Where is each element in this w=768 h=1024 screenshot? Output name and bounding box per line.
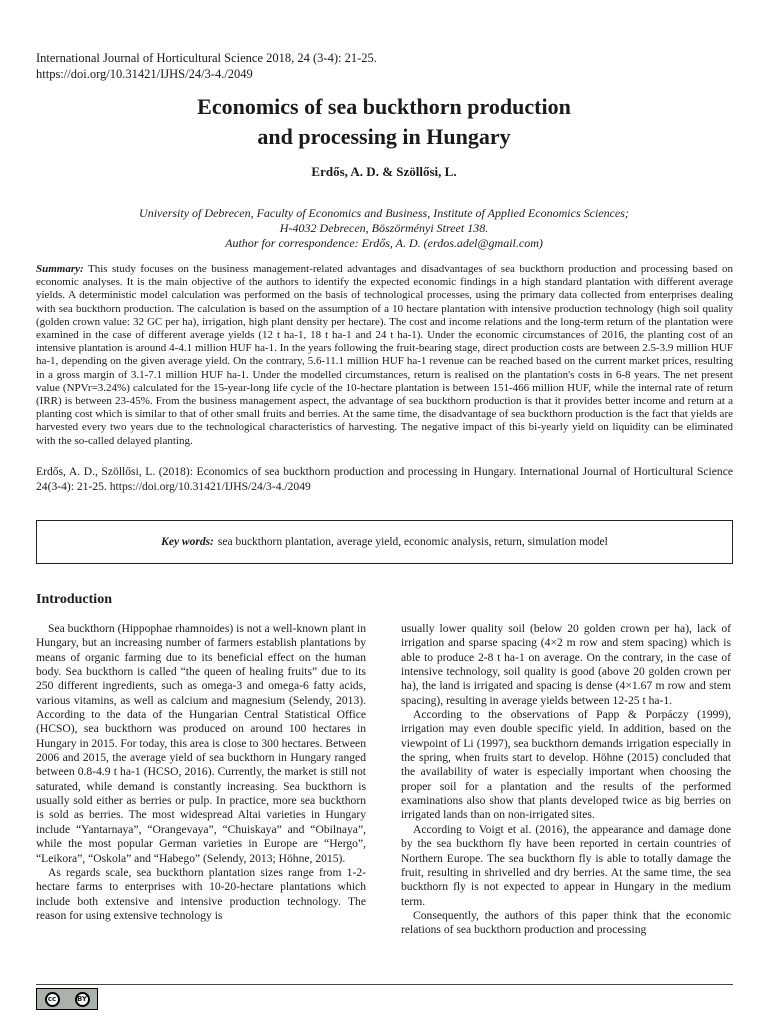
keywords-text: sea buckthorn plantation, average yield, economic analysis, return, simulation model [217, 536, 608, 548]
paper-title [0, 92, 768, 152]
journal-header [36, 50, 377, 82]
paragraph: As regards scale, sea buckthorn plantation sizes range from 1-2-hectare farms to enterprises with 10-20-hectare plantations which include both extensive and intensive production technology. The reason for using extensive technology is [36, 865, 366, 922]
keywords-label: Key words: [161, 536, 214, 548]
attribution-icon: BY [75, 992, 90, 1007]
keywords-box [36, 520, 733, 564]
body-column-left [36, 622, 366, 923]
paragraph: Consequently, the authors of this paper think that the economic relations of sea buckthorn production and processing [401, 908, 731, 937]
title-line-1: Economics of sea buckthorn production [197, 94, 571, 119]
journal-citation-line: International Journal of Horticultural Science 2018, 24 (3-4): 21-25. [36, 51, 377, 65]
footer-divider [36, 984, 733, 985]
paragraph: usually lower quality soil (below 20 golden crown per ha), lack of irrigation and sparse spacing (4×2 m row and stem spacing) which is able to produce 2-8 t ha-1 on average. On the contrary, in the case of intensive technology, soil quality is good (above 20 golden crown per ha), the land is irrigated and spacing is dense (4×1.67 m row and stem spacing), resulting in average yields between 12-25 t ha-1. [401, 622, 731, 707]
body-column-right [401, 622, 731, 938]
paragraph: Sea buckthorn (Hippophae rhamnoides) is not a well-known plant in Hungary, but an increasing number of farmers establish plantations by means of organic farming due to its beneficial effect on the human body. Sea buckthorn is called “the queen of healing fruits” due to its 250 different ingredients, such as omega-3 and omega-6 fatty acids, various vitamins, as well as calcium and magnesium (Selendy, 2013). According to the data of the Hungarian Central Statistical Office (HCSO), sea buckthorn was produced on around 100 hectares in Hungary in 2015. For today, this area is close to 300 hectares. Between 2006 and 2015, the average yield of sea buckthorn in Hungary ranged between 0.8-4.9 t ha-1 (HCSO, 2016). Currently, the market is still not saturated, while demand is constantly increasing. Sea buckthorn is usually sold either as berries or pulp. In practice, more sea buckthorn is sold as berries. The most widespread Altai varieties in Hungary include “Yantarnaya”, “Orangevaya”, “Chuiskaya” and “Obilnaya”, while the most popular German varieties in Europe are “Hergo”, “Leikora”, “Oskola” and “Habego” (Selendy, 2013; Höhne, 2015). [36, 622, 366, 865]
affiliation-line-2: H-4032 Debrecen, Böszörményi Street 138. [279, 221, 489, 235]
abstract-text: This study focuses on the business management-related advantages and disadvantages of sea buckthorn production and processing based on economic analyses. It is the main objective of the authors to identify the expected economic findings in a high standard plantation with different average yields. A deterministic model calculation was performed on the basis of technological processes, using the primary data collected from enterprises dealing with sea buckthorn production. The calculation is based on the assumption of a 10 hectare plantation with intensive production technology (high soil quality (golden crown value: 32 GC per ha), irrigation, high plant density per hectare). The cost and income relations and the long-term return of the plantation were examined in the case of different average yields (12 t ha-1, 18 t ha-1 and 24 t ha-1). Under the economic circumstances of 2016, the planting cost of an intensive plantation is around 4-4.1 million HUF ha-1. In the years following the fruit-bearing stage, direct production costs are between 2.5-3.9 million HUF ha-1, depending on the given average yield. On the contrary, 5.6-11.1 million HUF ha-1 revenue can be reached based on the current market prices, resulting in a gross margin of 3.1-7.1 million HUF ha-1. Under the modelled circumstances, return is realised on the plantation's costs in 6-8 years. The net present value (NPVr=3.24%) calculated for the 15-year-long life cycle of the 10-hectare plantation is between 151-466 million HUF, while the internal rate of return (IRR) is between 23-45%. From the business management aspect, the advantage of sea buckthorn production is that it provides better income and return at a planting cost which is similar to that of other small fruits and berries. At the same time, the disadvantage of sea buckthorn production is the fact that yields are harvested every two years due to the technological characteristics of harvesting. The negative impact of this bi-yearly yield on liquidity can be eliminated with the so-called delayed planting. [36, 263, 733, 447]
paragraph: According to the observations of Papp & Porpáczy (1999), irrigation may even double specific yield. In addition, based on the viewpoint of Li (1997), sea buckthorn demands irrigation especially in the spring, when fruits start to develop. Höhne (2015) concluded that the availability of water is especially important when choosing the proper soil for a plantation and the results of the performed examinations also show that plants developed twice as big berries on irrigated lands than on non-irrigated sites. [401, 708, 731, 822]
paragraph: According to Voigt et al. (2016), the appearance and damage done by the sea buckthorn fly have been reported in certain countries of Northern Europe. The sea buckthorn fly is able to totally damage the fruit, resulting in shrivelled and dry berries. At the same time, the sea buckthorn fly is not expected to appear in Hungary in the medium term. [401, 822, 731, 908]
author-list: Erdős, A. D. & Szöllősi, L. [311, 164, 457, 179]
abstract [36, 263, 733, 448]
affiliation-line-1: University of Debrecen, Faculty of Economics and Business, Institute of Applied Economics Sciences; [139, 206, 629, 220]
abstract-label: Summary: [36, 263, 84, 275]
title-line-2: and processing in Hungary [257, 124, 511, 149]
cc-by-license-badge[interactable] [36, 988, 98, 1010]
correspondence-line[interactable]: Author for correspondence: Erdős, A. D. (erdos.adel@gmail.com) [225, 236, 543, 250]
affiliation-block [0, 206, 768, 251]
how-to-cite: Erdős, A. D., Szöllősi, L. (2018): Economics of sea buckthorn production and processing in Hungary. International Journal of Horticultural Science 24(3-4): 21-25. https://doi.org/10.31421/IJHS/24/3-4./2049 [36, 465, 733, 493]
doi-link[interactable]: https://doi.org/10.31421/IJHS/24/3-4./2049 [36, 67, 253, 81]
section-heading-introduction: Introduction [36, 592, 112, 607]
creative-commons-icon: cc [45, 992, 60, 1007]
